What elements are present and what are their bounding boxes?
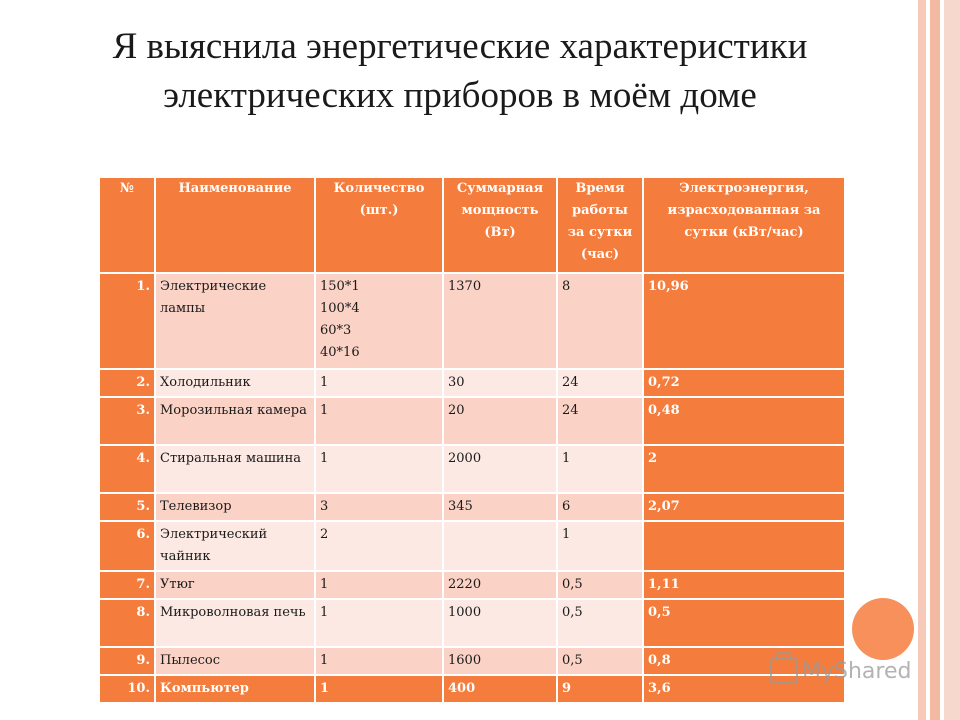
table-row	[99, 369, 845, 397]
row-energy: 2,07	[643, 493, 845, 521]
row-energy: 0,48	[643, 397, 845, 445]
row-name: Утюг	[155, 571, 315, 599]
presentation-icon	[770, 658, 798, 684]
table-row	[99, 445, 845, 493]
table-header-row	[99, 177, 845, 273]
row-quantity: 1	[315, 397, 443, 445]
row-energy: 0,5	[643, 599, 845, 647]
header-energy: Электроэнергия, израсходованная за сутки (кВт/час)	[643, 177, 845, 273]
row-power: 1370	[443, 273, 557, 369]
header-power: Суммарная мощность (Вт)	[443, 177, 557, 273]
appliances-table	[98, 176, 846, 704]
row-power: 345	[443, 493, 557, 521]
table-row	[99, 273, 845, 369]
row-number: 8.	[99, 599, 155, 647]
table-row	[99, 493, 845, 521]
row-quantity: 1	[315, 369, 443, 397]
header-hours: Время работы за сутки (час)	[557, 177, 643, 273]
header-name: Наименование	[155, 177, 315, 273]
header-number: №	[99, 177, 155, 273]
row-energy: 10,96	[643, 273, 845, 369]
row-hours: 0,5	[557, 599, 643, 647]
row-number: 1.	[99, 273, 155, 369]
row-energy: 3,6	[643, 675, 845, 703]
table-row	[99, 571, 845, 599]
row-power: 2000	[443, 445, 557, 493]
row-quantity: 150*1 100*4 60*3 40*16	[315, 273, 443, 369]
row-hours: 1	[557, 445, 643, 493]
row-number: 2.	[99, 369, 155, 397]
row-power: 1600	[443, 647, 557, 675]
row-quantity: 3	[315, 493, 443, 521]
row-name: Холодильник	[155, 369, 315, 397]
table-row	[99, 675, 845, 703]
row-hours: 8	[557, 273, 643, 369]
row-quantity: 1	[315, 675, 443, 703]
watermark	[770, 656, 930, 686]
row-hours: 9	[557, 675, 643, 703]
row-number: 7.	[99, 571, 155, 599]
table-row	[99, 521, 845, 571]
row-name: Пылесос	[155, 647, 315, 675]
row-name: Электрический чайник	[155, 521, 315, 571]
slide-title: Я выяснила энергетические характеристики электрических приборов в моём доме	[112, 26, 808, 116]
watermark-text: MyShared	[802, 658, 912, 684]
row-energy: 0,72	[643, 369, 845, 397]
row-name: Стиральная машина	[155, 445, 315, 493]
row-hours: 0,5	[557, 647, 643, 675]
row-energy: 1,11	[643, 571, 845, 599]
row-quantity: 1	[315, 647, 443, 675]
row-name: Морозильная камера	[155, 397, 315, 445]
row-power: 2220	[443, 571, 557, 599]
row-hours: 1	[557, 521, 643, 571]
row-name: Телевизор	[155, 493, 315, 521]
table-row	[99, 599, 845, 647]
row-number: 10.	[99, 675, 155, 703]
row-quantity: 1	[315, 445, 443, 493]
row-number: 4.	[99, 445, 155, 493]
row-quantity: 1	[315, 599, 443, 647]
decorative-stripes	[918, 0, 960, 720]
row-power: 20	[443, 397, 557, 445]
row-quantity: 1	[315, 571, 443, 599]
row-name: Микроволновая печь	[155, 599, 315, 647]
row-name: Электрические лампы	[155, 273, 315, 369]
row-quantity: 2	[315, 521, 443, 571]
row-power	[443, 521, 557, 571]
row-power: 1000	[443, 599, 557, 647]
table-row	[99, 397, 845, 445]
row-name: Компьютер	[155, 675, 315, 703]
row-hours: 24	[557, 369, 643, 397]
row-energy: 0,8	[643, 647, 845, 675]
row-hours: 24	[557, 397, 643, 445]
row-energy	[643, 521, 845, 571]
row-number: 5.	[99, 493, 155, 521]
row-energy: 2	[643, 445, 845, 493]
row-power: 400	[443, 675, 557, 703]
header-quantity: Количество (шт.)	[315, 177, 443, 273]
row-number: 9.	[99, 647, 155, 675]
row-hours: 0,5	[557, 571, 643, 599]
row-number: 3.	[99, 397, 155, 445]
row-power: 30	[443, 369, 557, 397]
table-row	[99, 647, 845, 675]
decorative-circle	[852, 598, 914, 660]
row-number: 6.	[99, 521, 155, 571]
row-hours: 6	[557, 493, 643, 521]
